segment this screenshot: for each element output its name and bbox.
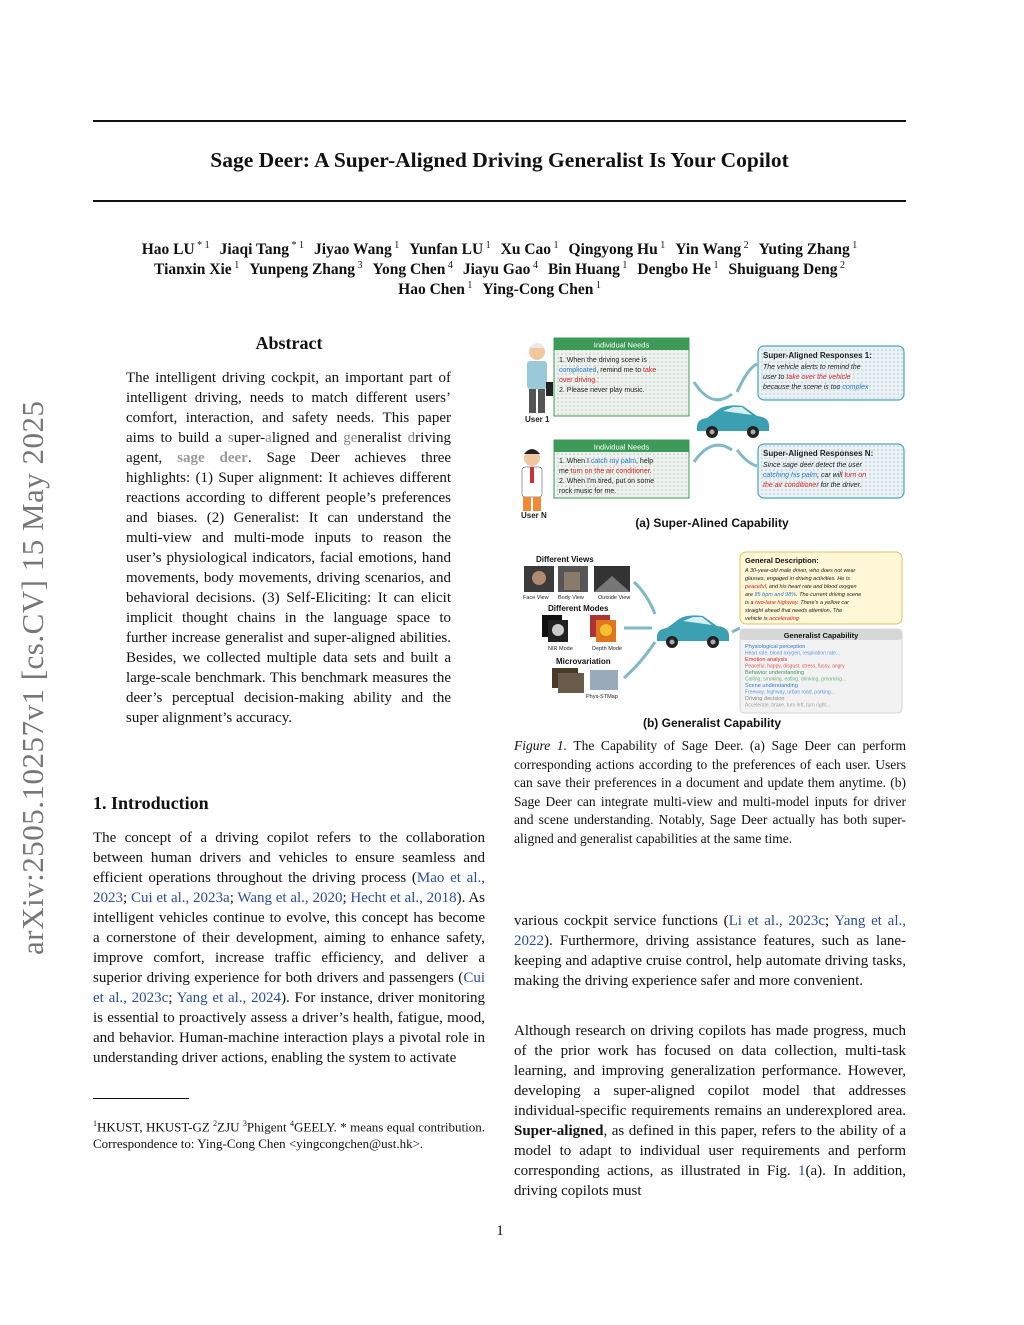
svg-text:Super-Aligned Responses 1:: Super-Aligned Responses 1:	[763, 351, 872, 360]
svg-text:vehicle is accelerating: vehicle is accelerating	[745, 616, 799, 622]
face-view-thumbnail	[532, 571, 546, 585]
microvariation-title: Microvariation	[556, 657, 611, 666]
nir-mode-thumbnail	[552, 624, 564, 636]
arrow-to-response	[737, 364, 757, 392]
figure-1-caption: Figure 1. The Capability of Sage Deer. (a) Sage Deer can perform corresponding actions according to the preferences of each user. Users can save their preferences in a document and update them anytime. (b) Sage Deer can integrate multi-view and multi-model inputs for driver and scene understanding. Notably, Sage Deer actually has both super-aligned and generalist capabilities at the same time.	[514, 738, 907, 846]
svg-text:straight ahead that needs atte: straight ahead that needs attention. The	[745, 608, 843, 614]
phys-stmap-label: Phys-STMap	[586, 694, 618, 700]
svg-text:is a two-lane highway. There's: is a two-lane highway. There's a yellow car	[745, 600, 849, 606]
citation[interactable]: Yang et al., 2022	[514, 913, 906, 949]
abstract-body: The intelligent driving cockpit, an important part of intelligent driving, needs to match different users’ comfort, interaction, and safety needs. This paper aims to build a super-aligned and generalist driving agent, sage deer. Sage Deer achieves three highlights: (1) Super alignment: It achieves different reactions according to different people’s preferences and biases. (2) Generalist: It can understand the multi-view and multi-mode inputs to reason the user’s physiological indicators, facial emotions, hand movements, body movements, driving scenarios, and behavioral decisions. (3) Self-Eliciting: It can elicit implicit thought chains in the language space to further increase generalist and super-aligned abilities. Besides, we collected multiple data sets and built a large-scale benchmark. This benchmark measures the deer’s perceptual decision-making ability and the super alignment’s accuracy.	[126, 370, 452, 726]
face-crop-thumbnail	[558, 673, 584, 693]
panel-a-label: (a) Super-Alined Capability	[635, 516, 789, 530]
author-name: Yuting Zhang $^1$	[758, 240, 858, 259]
svg-text:General Description:: General Description:	[745, 556, 819, 565]
svg-text:over driving.: over driving.	[559, 377, 598, 384]
generalist-capability-item: Driving decision	[745, 696, 785, 702]
car-icon	[697, 405, 769, 438]
svg-text:1. When I catch my palm, help: 1. When I catch my palm, help	[559, 458, 654, 465]
body-view-thumbnail	[564, 572, 580, 590]
svg-text:The vehicle alerts to remind t: The vehicle alerts to remind the	[763, 364, 861, 371]
svg-text:the air conditioner for the dr: the air conditioner for the driver.	[763, 482, 862, 489]
author-name: Hao Chen $^1$	[398, 280, 473, 299]
intro-paragraph-2: various cockpit service functions (Li et al., 2023c; Yang et al., 2022). Furthermore, driving assistance features, such as lane-keeping and adaptive cruise control, help automate driving tasks, making the driving experience safer and more convenient.	[514, 913, 906, 989]
author-line-3	[93, 276, 906, 300]
citation[interactable]: Cui et al., 2023a	[130, 890, 230, 906]
arrow-to-car	[694, 382, 732, 400]
user-1-label: User 1	[525, 415, 550, 424]
arrow-to-car	[694, 445, 732, 462]
top-rule	[93, 120, 906, 122]
generalist-capability-item: Heart rate, blood oxygen, respiration rate...	[745, 650, 841, 657]
svg-text:catching his palm, car will tu: catching his palm, car will turn on	[763, 472, 867, 479]
generalist-capability-item: Physiological perception	[745, 644, 806, 650]
individual-needs-box-1	[554, 338, 689, 416]
section-heading-introduction: 1. Introduction	[93, 793, 209, 813]
generalist-capability-item: Calling, smoking, eating, drinking, grooming...	[745, 676, 847, 683]
author-name: Ying-Cong Chen $^1$	[482, 280, 601, 299]
depth-mode-thumbnail	[600, 624, 612, 636]
svg-text:A 30-year-old male driver, who: A 30-year-old male driver, who does not wear	[745, 568, 856, 574]
different-modes-title: Different Modes	[548, 604, 609, 613]
individual-needs-box-2	[554, 440, 689, 498]
author-name: Bin Huang $^1$	[547, 260, 628, 279]
intro-paragraph-1: The concept of a driving copilot refers to the collaboration between human drivers and vehicles to ensure seamless and efficient operations throughout the driving process (Mao et al., 2023; Cui et al., 2023a; Wang et al., 2020; Hecht et al., 2018). As intelligent vehicles continue to evolve, this concept has become a cornerstone of their development, aiming to enhance safety, improve comfort, increase traffic efficiency, and deliver a superior driving experience for both drivers and passengers (Cui et al., 2023c; Yang et al., 2024). For instance, driver monitoring is essential to proactively assess a driver’s health, fatigue, mood, and behavior. Human-machine interaction plays a pivotal role in understanding driver actions, enabling the system to activate	[93, 830, 486, 1066]
svg-text:rock music for me.: rock music for me.	[559, 488, 617, 495]
author-name: Yin Wang $^2$	[675, 240, 749, 259]
general-description-box	[740, 552, 902, 624]
generalist-capability-item: Peaceful, happy, disgust, stress, fussy, angry	[745, 663, 845, 670]
face-view-label: Face View	[523, 595, 549, 601]
body-view-label: Body View	[558, 595, 584, 601]
different-views-title: Different Views	[536, 555, 594, 564]
user-n-figure-icon	[522, 449, 542, 511]
footnote-rule	[93, 1098, 189, 1099]
arxiv-identifier: arXiv:2505.10257v1 [cs.CV] 15 May 2025	[15, 400, 50, 955]
generalist-capability-box	[740, 629, 902, 713]
svg-text:are 85 bpm and 98%. The curren: are 85 bpm and 98%. The current driving scene	[745, 592, 862, 598]
svg-text:peaceful, and his heart rate a: peaceful, and his heart rate and blood oxygen	[745, 584, 857, 590]
nir-mode-label: NIR Mode	[548, 646, 573, 652]
author-name: Shuiguang Deng $^2$	[728, 260, 845, 279]
citation[interactable]: Cui et al., 2023c	[93, 970, 485, 1006]
footnote-affiliations: $^1$HKUST, HKUST-GZ $^2$ZJU $^3$Phigent $^4$GEELY. * means equal contribution. Correspondence to: Ying-Cong Chen <yingcongchen@ust.hk>.	[93, 1119, 486, 1152]
generalist-capability-item: Scene understanding	[745, 683, 798, 689]
svg-text:complicated, remind me to take: complicated, remind me to take	[559, 367, 657, 374]
citation[interactable]: Yang et al., 2024	[176, 990, 282, 1006]
author-name: Qingyong Hu $^1$	[568, 240, 666, 259]
figure-1	[512, 332, 912, 732]
author-name: Jiaqi Tang $^{* 1}$	[219, 240, 305, 259]
svg-text:because the scene is too compl: because the scene is too complex	[763, 384, 869, 391]
car-icon	[657, 615, 729, 648]
figure-reference[interactable]: 1	[798, 1163, 806, 1179]
svg-text:me turn on the air conditioner: me turn on the air conditioner.	[559, 468, 652, 475]
svg-text:glasses, engaged in driving ac: glasses, engaged in driving activities. He is	[745, 576, 850, 582]
author-name: Jiyao Wang $^1$	[314, 240, 400, 259]
arrow-to-output	[732, 628, 740, 632]
author-name: Xu Cao $^1$	[500, 240, 559, 259]
generalist-capability-item: Emotion analysis	[745, 657, 788, 663]
page-number: 1	[496, 1223, 504, 1239]
paper-title: Sage Deer: A Super-Aligned Driving Generalist Is Your Copilot	[210, 148, 789, 172]
svg-text:2. Please never play music.: 2. Please never play music.	[559, 387, 645, 394]
citation[interactable]: Mao et al., 2023	[93, 870, 485, 906]
citation[interactable]: Wang et al., 2020	[237, 890, 343, 906]
generalist-capability-item: Accelerate, brake, turn left, turn right...	[745, 702, 831, 709]
generalist-capability-item: Freeway, highway, urban road, parking...	[745, 689, 835, 696]
outside-view-label: Outside View	[598, 595, 631, 601]
user-n-label: User N	[521, 511, 547, 520]
author-name: Tianxin Xie $^1$	[154, 260, 240, 279]
citation[interactable]: Li et al., 2023c	[728, 913, 825, 929]
svg-text:2. When I'm tired, put on some: 2. When I'm tired, put on some	[559, 478, 655, 485]
abstract-heading: Abstract	[255, 333, 323, 353]
title-bottom-rule	[93, 200, 906, 202]
arrow-to-response	[737, 450, 757, 466]
author-name: Jiayu Gao $^4$	[462, 260, 538, 279]
svg-text:Since sage deer detect the use: Since sage deer detect the user	[763, 462, 862, 469]
depth-mode-label: Depth Mode	[592, 646, 622, 652]
svg-text:user to take over the vehicle: user to take over the vehicle	[763, 374, 851, 381]
svg-text:Individual Needs: Individual Needs	[593, 340, 650, 350]
arrow-to-car	[624, 642, 655, 678]
arrow-to-car	[634, 582, 655, 614]
panel-b-label: (b) Generalist Capability	[642, 716, 782, 730]
author-name: Hao LU $^{* 1}$	[141, 240, 210, 259]
author-name: Dengbo He $^1$	[637, 260, 719, 279]
author-name: Yunfan LU $^1$	[409, 240, 491, 259]
svg-text:1. When the driving scene is: 1. When the driving scene is	[559, 357, 647, 364]
citation[interactable]: Hecht et al., 2018	[350, 890, 457, 906]
sage-deer-name: sage deer	[177, 450, 248, 466]
phys-stmap-thumbnail	[590, 670, 618, 690]
super-aligned-response-n-box	[758, 444, 904, 498]
author-name: Yong Chen $^4$	[372, 260, 453, 279]
svg-text:Generalist Capability: Generalist Capability	[783, 631, 859, 640]
author-name: Yunpeng Zhang $^3$	[249, 260, 363, 279]
super-aligned-response-1-box	[758, 346, 904, 400]
svg-text:Individual Needs: Individual Needs	[593, 442, 650, 452]
generalist-capability-item: Behavior understanding	[745, 670, 805, 676]
intro-paragraph-3: Although research on driving copilots has made progress, much of the prior work has focused on data collection, multi-task learning, and improving generalization performance. However, developing a super-aligned copilot model that addresses individual-specific requirements remains an underexplored area. Super-aligned, as defined in this paper, refers to the ability of a model to adapt to individual user requirements and perform corresponding actions, as illustrated in Fig. 1(a). In addition, driving copilots must	[514, 1023, 906, 1199]
svg-text:Super-Aligned Responses N:: Super-Aligned Responses N:	[763, 449, 874, 458]
user-1-figure-icon	[527, 343, 553, 413]
